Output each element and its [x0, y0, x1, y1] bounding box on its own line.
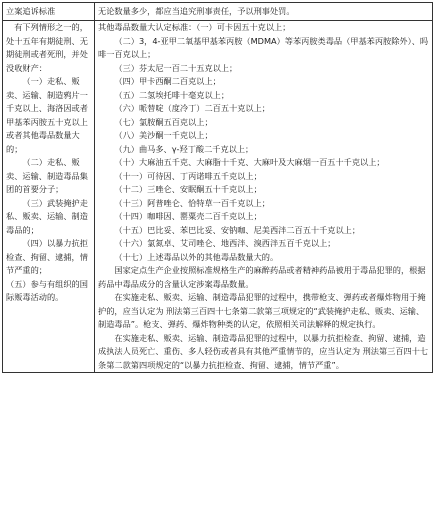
left-item-4: （四）以暴力抗拒检查、拘留、逮捕，情节严重的；: [6, 238, 88, 275]
header-criteria-cell: 立案追诉标准: [3, 3, 95, 21]
left-intro: 有下列情形之一的，处十五年有期徒刑、无期徒刑或者死刑，并处没收财产：: [6, 22, 88, 73]
right-item-16: （十六）氯氮卓、艾司唑仑、地西泮、溴西泮五百千克以上；: [114, 238, 336, 248]
right-item-17: （十七）上述毒品以外的其他毒品数量大的。: [114, 251, 279, 262]
left-item-5: （五）参与有组织的国际贩毒活动的。: [6, 278, 88, 302]
document-table-frame: [2, 2, 432, 526]
right-paragraph-3: 在实施走私、贩卖、运输、制造毒品犯罪的过程中，以暴力抗拒检查、拘留、逮捕，造成执法人员死亡、重伤、多人轻伤或者具有其他严重情节的，应当认定为 刑法第三百四十七条第二款第四项规定的“以暴力抗拒检查、拘留、逮捕，情节严重”。: [98, 332, 429, 370]
right-paragraph-1: 国家定点生产企业按照标准规格生产的麻醉药品或者精神药品被用于毒品犯罪的，根据药品中毒品成分的含量认定涉案毒品数量。: [98, 265, 426, 289]
left-item-3: （三）武装掩护走私、贩卖、运输、制造毒品的；: [6, 197, 88, 235]
left-item-2: （二）走私、贩卖、运输、制造毒品集团的首要分子；: [6, 157, 88, 194]
header-row: [3, 3, 433, 21]
right-item-12: （十二）三唑仑、安眠酮五十千克以上；: [114, 184, 262, 194]
left-criteria-cell: [3, 21, 95, 373]
right-item-6: （六）哌替啶（度冷丁）二百五十克以上；: [114, 103, 270, 113]
right-item-2: （二）3，4-亚甲二氧基甲基苯丙胺（MDMA）等苯丙胺类毒品（甲基苯丙胺除外）、吗啡一百克以上；: [98, 35, 429, 59]
right-item-5: （五）二氢埃托啡十毫克以上；: [114, 89, 230, 100]
right-item-9: （九）曲马多、γ-羟丁酸二千克以上；: [114, 143, 254, 154]
right-item-8: （八）美沙酮一千克以上；: [114, 130, 213, 140]
right-item-14: （十四）咖啡因、罂粟壳二百千克以上；: [114, 211, 262, 221]
header-note-cell: 无论数量多少，都应当追究刑事责任，予以刑事处罚。: [95, 3, 433, 21]
right-item-11: （十一）可待因、丁丙诺啡五千克以上；: [114, 170, 262, 181]
right-item-15: （十五）巴比妥、苯巴比妥、安钠咖、尼美西泮二百五十千克以上；: [114, 224, 361, 235]
right-item-4: （四）甲卡西酮二百克以上；: [114, 76, 221, 86]
criteria-table: [2, 2, 433, 373]
right-item-13: （十三）阿普唑仑、恰特草一百千克以上；: [114, 197, 270, 208]
content-row: [3, 21, 433, 373]
left-item-1: （一）走私、贩卖、运输、制造鸦片一千克以上、海洛因或者甲基苯丙胺五十克以上或者其他毒品数量大的；: [6, 76, 88, 154]
right-item-3: （三）芬太尼一百二十五克以上；: [114, 62, 238, 73]
right-paragraph-2: 在实施走私、贩卖、运输、制造毒品犯罪的过程中，携带枪支、弹药或者爆炸物用于掩护的，应当认定为 刑法第三百四十七条第二款第三项规定的“武装掩护走私、贩卖、运输、制造毒品”。枪支、弹药、爆炸物种类的认定，依照相关司法解释的规定执行。: [98, 292, 426, 329]
right-item-7: （七）氯胺酮五百克以上；: [114, 116, 213, 127]
right-item-10: （十）大麻油五千克、大麻脂十千克、大麻叶及大麻烟一百五十千克以上；: [114, 157, 385, 167]
right-intro: 其他毒品数量大认定标准：（一）可卡因五十克以上；: [98, 22, 291, 32]
right-standards-cell: [95, 21, 433, 373]
